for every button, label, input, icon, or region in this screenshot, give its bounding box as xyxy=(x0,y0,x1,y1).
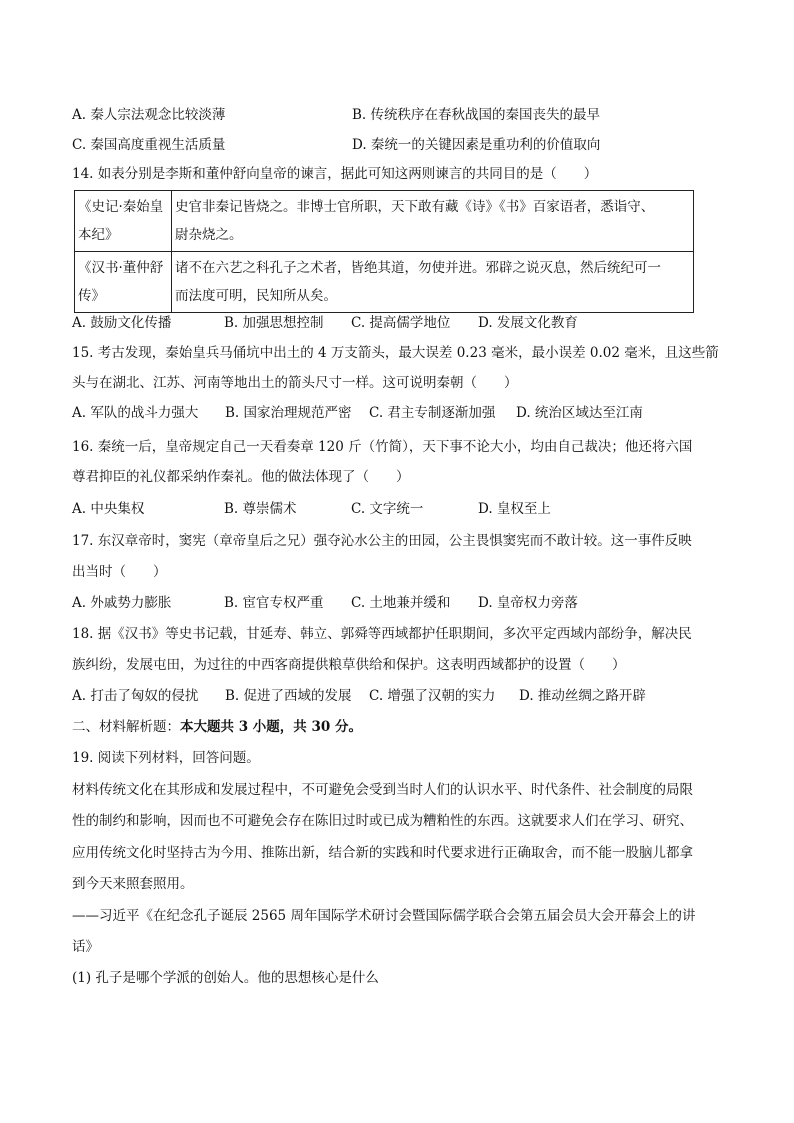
q16-option-b: B. 尊崇儒术 xyxy=(224,501,297,517)
quote-cell xyxy=(172,191,694,252)
q14-option-b: B. 加强思想控制 xyxy=(224,315,324,331)
q19-subquestion-1: (1) 孔子是哪个学派的创始人。他的思想核心是什么 xyxy=(72,970,379,986)
q18-option-c: C. 增强了汉朝的实力 xyxy=(369,688,496,704)
q16-options xyxy=(72,499,722,519)
q13-option-d: D. 秦统一的关键因素是重功利的价值取向 xyxy=(352,137,601,153)
quote-line: 诸不在六艺之科孔子之术者，皆绝其道，勿使并进。邪辟之说灭息，然后统纪可一 xyxy=(175,260,661,276)
q16-stem-line1: 16. 秦统一后，皇帝规定自己一天看奏章 120 斤（竹简），天下事不论大小，均由自己裁决；他还将六国 xyxy=(72,439,693,455)
q16-option-c: C. 文字统一 xyxy=(351,501,424,517)
quote-line: 而法度可明，民知所从矣。 xyxy=(175,288,337,304)
quote-line: 史官非秦记皆烧之。非博士官所职，天下敢有藏《诗》《书》百家语者，悉诣守、 xyxy=(175,199,655,215)
q18-option-d: D. 推动丝绸之路开辟 xyxy=(519,688,646,704)
q19-material-line: 性的制约和影响，因而也不可避免会存在陈旧过时或已成为糟粕性的东西。这就要求人们在学习、研究、 xyxy=(72,813,693,829)
q17-option-a: A. 外戚势力膨胀 xyxy=(72,595,172,611)
q14-options xyxy=(72,313,722,333)
q19-material-line: 到今天来照套照用。 xyxy=(72,876,194,892)
q14-option-c: C. 提高儒学地位 xyxy=(351,315,451,331)
q19-source-line: 话》 xyxy=(72,939,99,955)
q15-stem-line1: 15. 考古发现，秦始皇兵马俑坑中出土的 4 万支箭头，最大误差 0.23 毫米，最小误差 0.02 毫米，且这些箭 xyxy=(72,345,719,361)
q19-stem: 19. 阅读下列材料，回答问题。 xyxy=(72,750,260,766)
q13-option-a: A. 秦人宗法观念比较淡薄 xyxy=(72,107,226,123)
q15-option-c: C. 君主专制逐渐加强 xyxy=(369,405,496,421)
q16-option-d: D. 皇权至上 xyxy=(478,501,551,517)
q18-option-a: A. 打击了匈奴的侵扰 xyxy=(72,688,199,704)
quote-cell xyxy=(172,252,694,313)
q18-stem-line2: 族纠纷，发展屯田，为过往的中西客商提供粮草供给和保护。这表明西域都护的设置（ ） xyxy=(72,657,626,673)
q19-material-line: 材料传统文化在其形成和发展过程中，不可避免会受到当时人们的认识水平、时代条件、社会制度的局限 xyxy=(72,782,693,798)
q19-source-line: ——习近平《在纪念孔子诞辰 2565 周年国际学术研讨会暨国际儒学联合会第五届会员大会开幕会上的讲 xyxy=(72,908,696,924)
q15-option-a: A. 军队的战斗力强大 xyxy=(72,405,199,421)
section-heading xyxy=(72,717,722,737)
q17-stem-line2: 出当时（ ） xyxy=(72,564,167,580)
q17-option-d: D. 皇帝权力旁落 xyxy=(478,595,578,611)
q18-option-b: B. 促进了西域的发展 xyxy=(225,688,352,704)
q17-option-c: C. 土地兼并缓和 xyxy=(351,595,451,611)
source-cell xyxy=(75,191,172,252)
q15-stem-line2: 头与在湖北、江苏、河南等地出土的箭头尺寸一样。这可说明秦朝（ ） xyxy=(72,375,518,391)
q18-stem-line1: 18. 据《汉书》等史书记载，甘延寿、韩立、郭舜等西域都护任职期间，多次平定西域内部纷争，解决民 xyxy=(72,626,692,642)
section-heading-detail: 本大题共 3 小题，共 30 分。 xyxy=(180,719,362,735)
q13-option-b: B. 传统秩序在春秋战国的秦国丧失的最早 xyxy=(352,107,601,123)
source-line: 《史记·秦始皇 xyxy=(78,199,164,215)
q14-source-table xyxy=(74,190,694,313)
q14-option-a: A. 鼓励文化传播 xyxy=(72,315,172,331)
q18-options xyxy=(72,686,722,706)
q19-material-line: 应用传统文化时坚持古为今用、推陈出新，结合新的实践和时代要求进行正确取舍，而不能一股脑儿都拿 xyxy=(72,845,693,861)
q15-option-b: B. 国家治理规范严密 xyxy=(225,405,352,421)
quote-line: 尉杂烧之。 xyxy=(175,227,243,243)
table-row xyxy=(75,252,694,313)
q15-option-d: D. 统治区域达至江南 xyxy=(516,405,643,421)
q15-options xyxy=(72,403,722,423)
q16-option-a: A. 中央集权 xyxy=(72,501,145,517)
table-row xyxy=(75,191,694,252)
q13-option-c: C. 秦国高度重视生活质量 xyxy=(72,137,226,153)
source-cell xyxy=(75,252,172,313)
q14-stem: 14. 如表分别是李斯和董仲舒向皇帝的谏言，据此可知这两则谏言的共同目的是（ ） xyxy=(72,166,598,182)
q17-option-b: B. 宦官专权严重 xyxy=(224,595,324,611)
q16-stem-line2: 尊君抑臣的礼仪都采纳作秦礼。他的做法体现了（ ） xyxy=(72,469,410,485)
source-line: 《汉书·董仲舒 xyxy=(78,260,164,276)
section-heading-label: 二、材料解析题： xyxy=(72,719,180,735)
source-line: 传》 xyxy=(78,288,105,304)
source-line: 本纪》 xyxy=(78,227,119,243)
q17-stem-line1: 17. 东汉章帝时，窦宪（章帝皇后之兄）强夺沁水公主的田园，公主畏惧窦宪而不敢计较。这一事件反映 xyxy=(72,533,692,549)
q14-option-d: D. 发展文化教育 xyxy=(478,315,578,331)
q17-options xyxy=(72,593,722,613)
